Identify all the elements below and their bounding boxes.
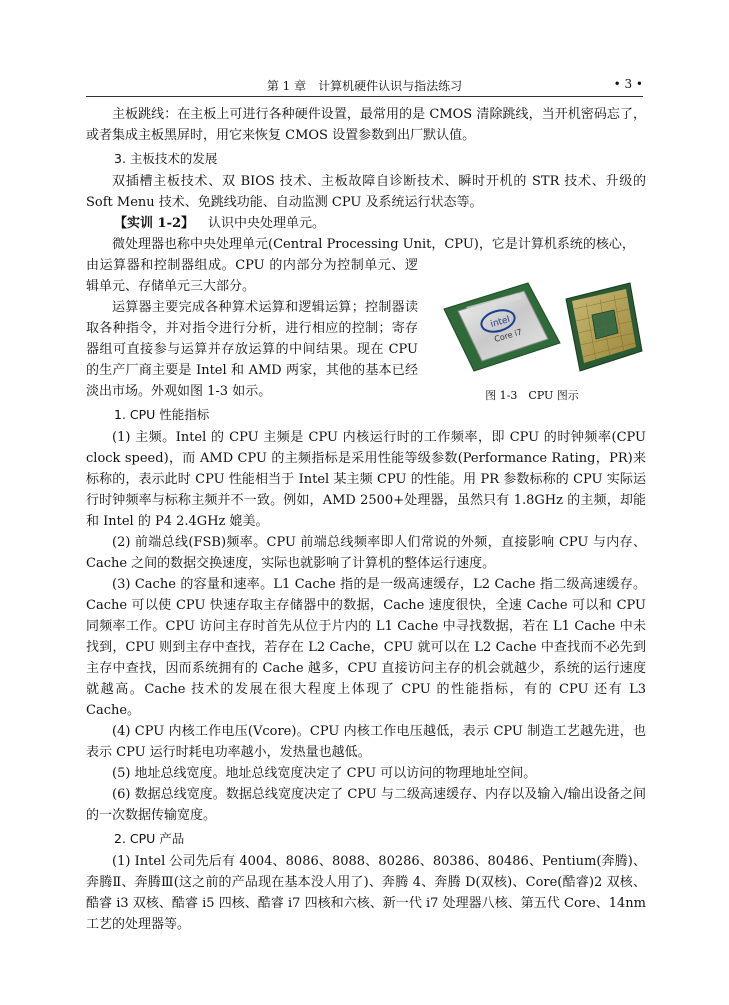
exercise-heading xyxy=(86,213,646,234)
chip-model-text: Core i7 xyxy=(493,327,524,344)
paragraph-board-tech: 双插槽主板技术、双 BIOS 技术、主板故障自诊断技术、瞬时开机的 STR 技术、升级的 Soft Menu 技术、免跳线功能、自动监测 CPU 及系统运行状态等。 xyxy=(86,174,646,210)
paragraph-cpu-intro-line2: 由运算器和控制器组成。CPU 的内部分为控制单元、逻辑单元、存储单元三大部分。 xyxy=(86,258,418,294)
figure-caption: 图 1-3 CPU 图示 xyxy=(485,389,579,402)
figure-1-3 xyxy=(418,255,646,402)
paragraph-alu: 运算器主要完成各种算术运算和逻辑运算；控制器读取各种指令，并对指令进行分析，进行相应的控制；寄存器组可直接参与运算并存放运算的中间结果。现在 CPU 的生产厂商主要是 Intel 和 AMD 两家，其他的基本已经淡出市场。外观如图 1-3 如示。 xyxy=(86,300,418,399)
exercise-label: 【实训 1-2】 xyxy=(114,216,195,231)
running-header xyxy=(86,76,643,97)
perf-item: (1) 主频。Intel 的 CPU 主频是 CPU 内核运行时的工作频率，即 CPU 的时钟频率(CPU clock speed)，而 AMD CPU 的主频指标是采用性能等级参数(Performance Rating，PR)来标称的，表示此时 CPU 性能相当于 Intel 某主频 CPU 的性能。用 PR 参数标称的 CPU 实际运行时钟频率与标称主频并不一致。例如，AMD 2500+处理器，虽然只有 1.8GHz 的主频，却能和 Intel 的 P4 2.4GHz 媲美。 xyxy=(86,430,646,529)
cpu-front-icon xyxy=(444,283,560,371)
perf-item: (4) CPU 内核工作电压(Vcore)。CPU 内核工作电压越低，表示 CPU 制造工艺越先进，也表示 CPU 运行时耗电功率越小，发热量也越低。 xyxy=(86,724,646,760)
heading-board-tech: 3. 主板技术的发展 xyxy=(114,151,218,166)
perf-item: (3) Cache 的容量和速率。L1 Cache 指的是一级高速缓存，L2 Cache 指二级高速缓存。Cache 可以使 CPU 快速存取主存储器中的数据，Cache 速度很快，全速 Cache 可以和 CPU 同频率工作。CPU 访问主存时首先从位于片内的 L1 Cache 中寻找数据，若在 L1 Cache 中未找到，CPU 则到主存中查找，若存在 L2 Cache，CPU 就可以在 L2 Cache 中查找而不必先到主存中查找，因而系统拥有的 Cache 越多，CPU 直接访问主存的机会就越少，系统的运行速度就越高。Cache 技术的发展在很大程度上体现了 CPU 的性能指标，有的 CPU 还有 L3 Cache。 xyxy=(86,577,646,718)
page-body xyxy=(86,104,646,935)
products-item: (1) Intel 公司先后有 4004、8086、8088、80286、80386、80486、Pentium(奔腾)、奔腾Ⅱ、奔腾Ⅲ(这之前的产品现在基本没人用了)、奔腾 4、奔腾 D(双核)、Core(酷睿)2 双核、酷睿 i3 双核、酷睿 i5 四核、酷睿 i7 四核和六核、新一代 i7 处理器八核、第五代 Core、14nm 工艺的处理器等。 xyxy=(86,854,646,932)
cpu-photo xyxy=(440,277,644,377)
paragraph-cpu-intro-line1: 微处理器也称中央处理单元(Central Processing Unit，CPU)，它是计算机系统的核心， xyxy=(112,237,635,252)
intel-logo-text: intel xyxy=(489,314,512,330)
perf-item: (2) 前端总线(FSB)频率。CPU 前端总线频率即人们常说的外频，直接影响 CPU 与内存、Cache 之间的数据交换速度，实际也就影响了计算机的整体运行速度。 xyxy=(86,535,646,571)
figure-wrap xyxy=(86,255,646,402)
heading-cpu-performance: 1. CPU 性能指标 xyxy=(114,407,210,422)
figure-side-text xyxy=(86,255,418,402)
heading-cpu-products: 2. CPU 产品 xyxy=(114,831,185,846)
paragraph-jumper: 主板跳线：在主板上可进行各种硬件设置，最常用的是 CMOS 清除跳线，当开机密码忘了，或者集成主板黑屏时，用它来恢复 CMOS 设置参数到出厂默认值。 xyxy=(86,107,646,143)
cpu-back-icon xyxy=(566,283,642,371)
perf-item: (6) 数据总线宽度。数据总线宽度决定了 CPU 与二级高速缓存、内存以及输入/输出设备之间的一次数据传输宽度。 xyxy=(86,787,646,823)
perf-item: (5) 地址总线宽度。地址总线宽度决定了 CPU 可以访问的物理地址空间。 xyxy=(112,766,537,781)
chapter-title: 第 1 章 计算机硬件认识与指法练习 xyxy=(266,79,463,93)
exercise-title: 认识中央处理单元。 xyxy=(208,216,326,231)
page-number: • 3 • xyxy=(613,77,643,91)
